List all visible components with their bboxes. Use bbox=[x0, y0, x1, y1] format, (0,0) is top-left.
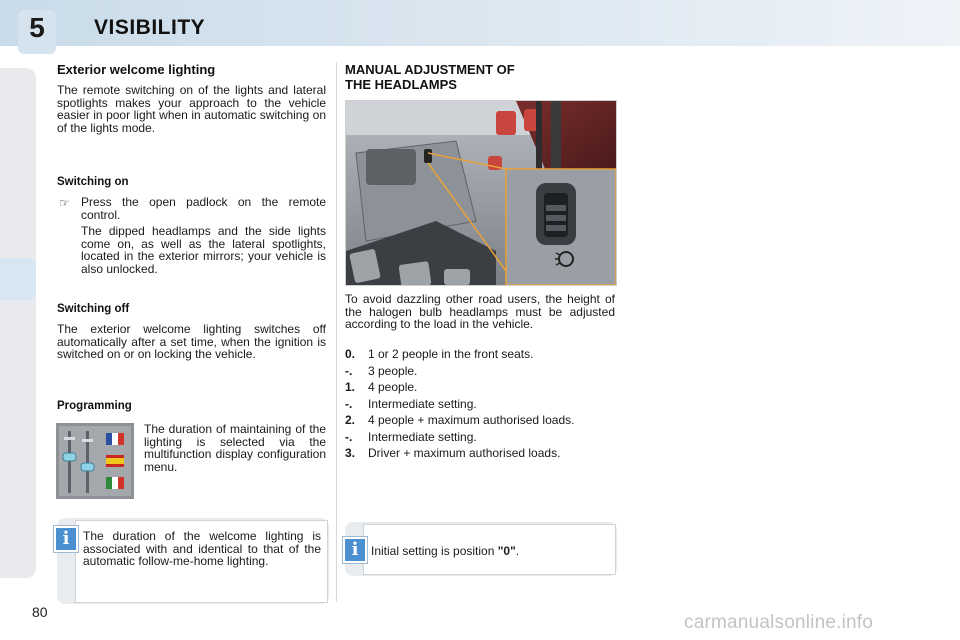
page-number: 80 bbox=[32, 604, 48, 620]
headlamps-intro: To avoid dazzling other road users, the height of the halogen bulb headlamps must be adjusted according to the load in the vehicle. bbox=[345, 292, 615, 331]
welcome-lighting-intro: The remote switching on of the lights and lateral spotlights makes your approach to the vehicle easier in poor light when in automatic switching on of the lights mode. bbox=[57, 83, 326, 135]
list-item bbox=[345, 381, 615, 394]
headlamps-heading-line2: THE HEADLAMPS bbox=[345, 77, 457, 92]
switching-on-detail: The dipped headlamps and the side lights come on, as well as the lateral spotlights, located in the exterior mirrors; your vehicle is also unlocked. bbox=[81, 224, 326, 276]
position-text: 1 or 2 people in the front seats. bbox=[368, 347, 534, 361]
info-icon: i bbox=[54, 526, 78, 552]
switching-off-heading: Switching off bbox=[57, 303, 130, 315]
initial-setting-info-box bbox=[345, 522, 617, 576]
programming-heading: Programming bbox=[57, 400, 132, 412]
position-text: 4 people. bbox=[368, 380, 418, 394]
info-icon: i bbox=[343, 537, 367, 563]
welcome-lighting-heading: Exterior welcome lighting bbox=[57, 62, 216, 77]
adjustment-positions-list bbox=[345, 348, 615, 464]
position-key: -. bbox=[345, 363, 353, 378]
chapter-tab-marker bbox=[0, 258, 36, 300]
column-divider bbox=[336, 62, 337, 602]
initial-setting-prefix: Initial setting is position bbox=[371, 544, 498, 558]
list-item bbox=[345, 431, 615, 444]
position-key: -. bbox=[345, 429, 353, 444]
position-text: Driver + maximum authorised loads. bbox=[368, 446, 561, 460]
welcome-info-box bbox=[57, 518, 329, 604]
headlamps-heading-line1: MANUAL ADJUSTMENT OF bbox=[345, 62, 515, 77]
position-key: 3. bbox=[345, 446, 356, 460]
side-margin-band bbox=[0, 68, 36, 578]
position-text: Intermediate setting. bbox=[368, 429, 477, 444]
position-key: 2. bbox=[345, 413, 356, 427]
chapter-number: 5 bbox=[29, 12, 45, 43]
position-key: 1. bbox=[345, 380, 356, 394]
watermark: carmanualsonline.info bbox=[684, 612, 874, 633]
configuration-menu-image bbox=[56, 423, 134, 499]
position-key: -. bbox=[345, 396, 353, 411]
switching-off-text: The exterior welcome lighting switches off automatically after a set time, when the ignition is switched on or on locking the vehicle. bbox=[57, 322, 326, 361]
position-text: 3 people. bbox=[368, 363, 418, 378]
switching-on-step: Press the open padlock on the remote control. bbox=[81, 195, 326, 222]
welcome-info-text: The duration of the welcome lighting is associated with and identical to that of the automatic follow-me-home lighting. bbox=[83, 529, 321, 568]
initial-setting-value: "0" bbox=[497, 544, 516, 558]
switching-on-heading: Switching on bbox=[57, 176, 129, 188]
section-title: VISIBILITY bbox=[94, 16, 206, 39]
initial-setting-text bbox=[371, 545, 609, 558]
chapter-badge bbox=[18, 10, 56, 54]
position-text: 4 people + maximum authorised loads. bbox=[368, 413, 575, 427]
headlamp-adjuster-photo bbox=[345, 100, 617, 286]
initial-setting-suffix: . bbox=[515, 544, 520, 558]
list-item bbox=[345, 398, 615, 411]
position-key: 0. bbox=[345, 347, 356, 361]
list-item bbox=[345, 414, 615, 427]
position-text: Intermediate setting. bbox=[368, 396, 477, 411]
list-item bbox=[345, 348, 615, 361]
programming-text: The duration of maintaining of the lighting is selected via the multifunction display configuration menu. bbox=[144, 422, 326, 474]
list-item bbox=[345, 447, 615, 460]
list-item bbox=[345, 365, 615, 378]
pointing-hand-icon: ☞ bbox=[59, 196, 70, 210]
